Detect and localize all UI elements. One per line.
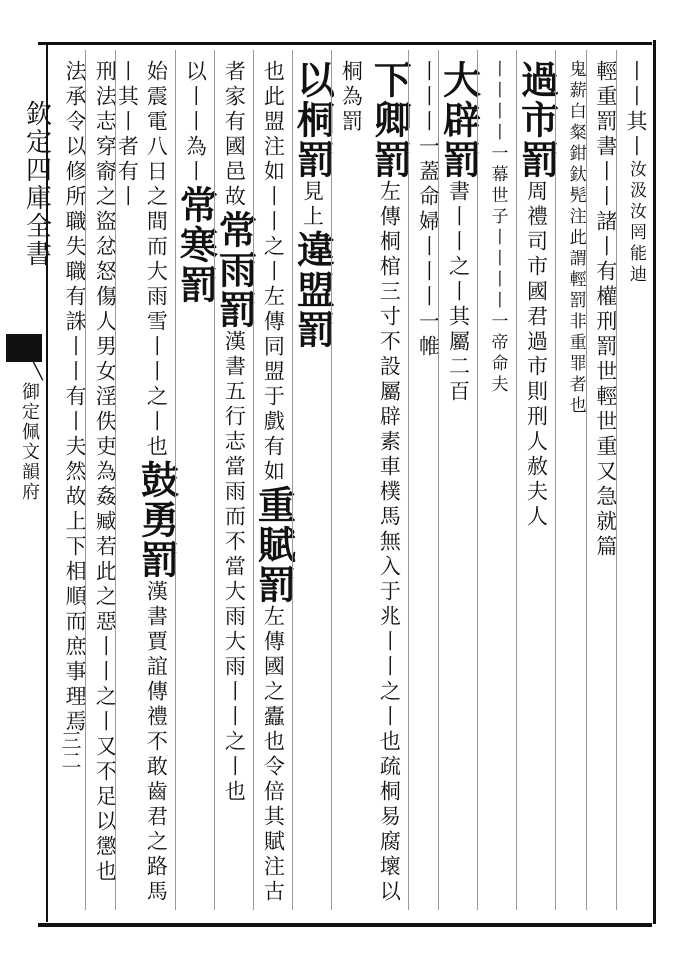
text-column [616, 50, 646, 910]
column-text: 左傳桐棺三寸不設屬辟素車樸馬無入于兆丨丨之丨也疏桐易腐壞以桐為罰 [339, 60, 402, 905]
text-column [56, 50, 88, 910]
headword: 常寒罰 [173, 185, 219, 305]
text-column [408, 50, 441, 910]
column-text: 法承令以修所職失職有誅丨丨有丨夫然故上下相順而庶事理焉 [63, 60, 88, 735]
headword: 大辟罰 [436, 60, 482, 180]
text-column [85, 50, 118, 910]
column-text: 者家有國邑故 [222, 60, 247, 210]
page-number: 三二 [58, 730, 82, 770]
headword: 下卿罰 [367, 60, 413, 180]
text-column [251, 50, 297, 910]
column-text: 周禮司市國君過市則刑人赦夫人 [524, 180, 549, 530]
column-text: 以丨丨為丨 [183, 60, 208, 185]
annotation: 丨丨丨丨一幕世子丨丨丨丨一帝命夫 [487, 60, 508, 396]
text-column [212, 50, 258, 910]
text-column [173, 50, 219, 910]
margin-header: 欽定四庫全書 [21, 100, 52, 268]
headword: 以桐罰 [290, 60, 336, 180]
book-title: 御定佩文韻府 [19, 382, 40, 502]
column-text: 輕重罰書丨丨諸丨有權刑罰世輕世重又急就篇 [593, 60, 618, 560]
text-columns [56, 50, 646, 910]
column-text: 始震電八日之間而大雨雪丨丨之丨也 [144, 60, 169, 460]
column-text: 丨丨其丨 [624, 60, 648, 160]
column-text: 漢書五行志當雨而不當大雨大雨丨丨之丨也 [222, 330, 247, 805]
column-text: 刑法志穿窬之盜忿怒傷人男女淫佚吏為姦臧若此之惡丨丨之丨又不足以懲也 [93, 60, 118, 885]
text-column [331, 50, 413, 910]
page-margin [0, 42, 52, 922]
column-text: 丨丨丨一蓋命婦丨丨丨一帷 [416, 60, 441, 360]
column-text: 漢書賈誼傳禮不敢齒君之路馬丨其丨者有丨 [115, 60, 169, 905]
headword: 鼓勇罰 [134, 460, 180, 580]
annotation: 汝汲汝罔能迪 [626, 160, 646, 286]
text-column [477, 50, 516, 910]
headword: 常雨罰 [212, 210, 258, 330]
right-rule [653, 40, 656, 924]
fishtail-mark [6, 334, 42, 362]
text-column [555, 50, 585, 910]
column-text: 書丨丨之丨其屬二百 [446, 180, 471, 405]
headword: 過市罰 [514, 60, 560, 180]
annotation: 鬼薪白粲鉗釱髡注此謂輕罰非重罪者也 [565, 60, 586, 417]
column-text: 左傳國之蠹也令倍其賦注古 [261, 605, 286, 905]
column-text: 也此盟注如丨丨之丨左傳同盟于戲有如 [261, 60, 286, 485]
headword: 違盟罰 [290, 230, 336, 350]
text-column [586, 50, 616, 910]
margin-slash: ╲ [32, 360, 43, 381]
text-column [436, 50, 482, 910]
text-column [115, 50, 180, 910]
text-column [290, 50, 336, 910]
headword: 重賦罰 [251, 485, 297, 605]
text-column [514, 50, 560, 910]
column-text: 見上 [300, 180, 325, 230]
